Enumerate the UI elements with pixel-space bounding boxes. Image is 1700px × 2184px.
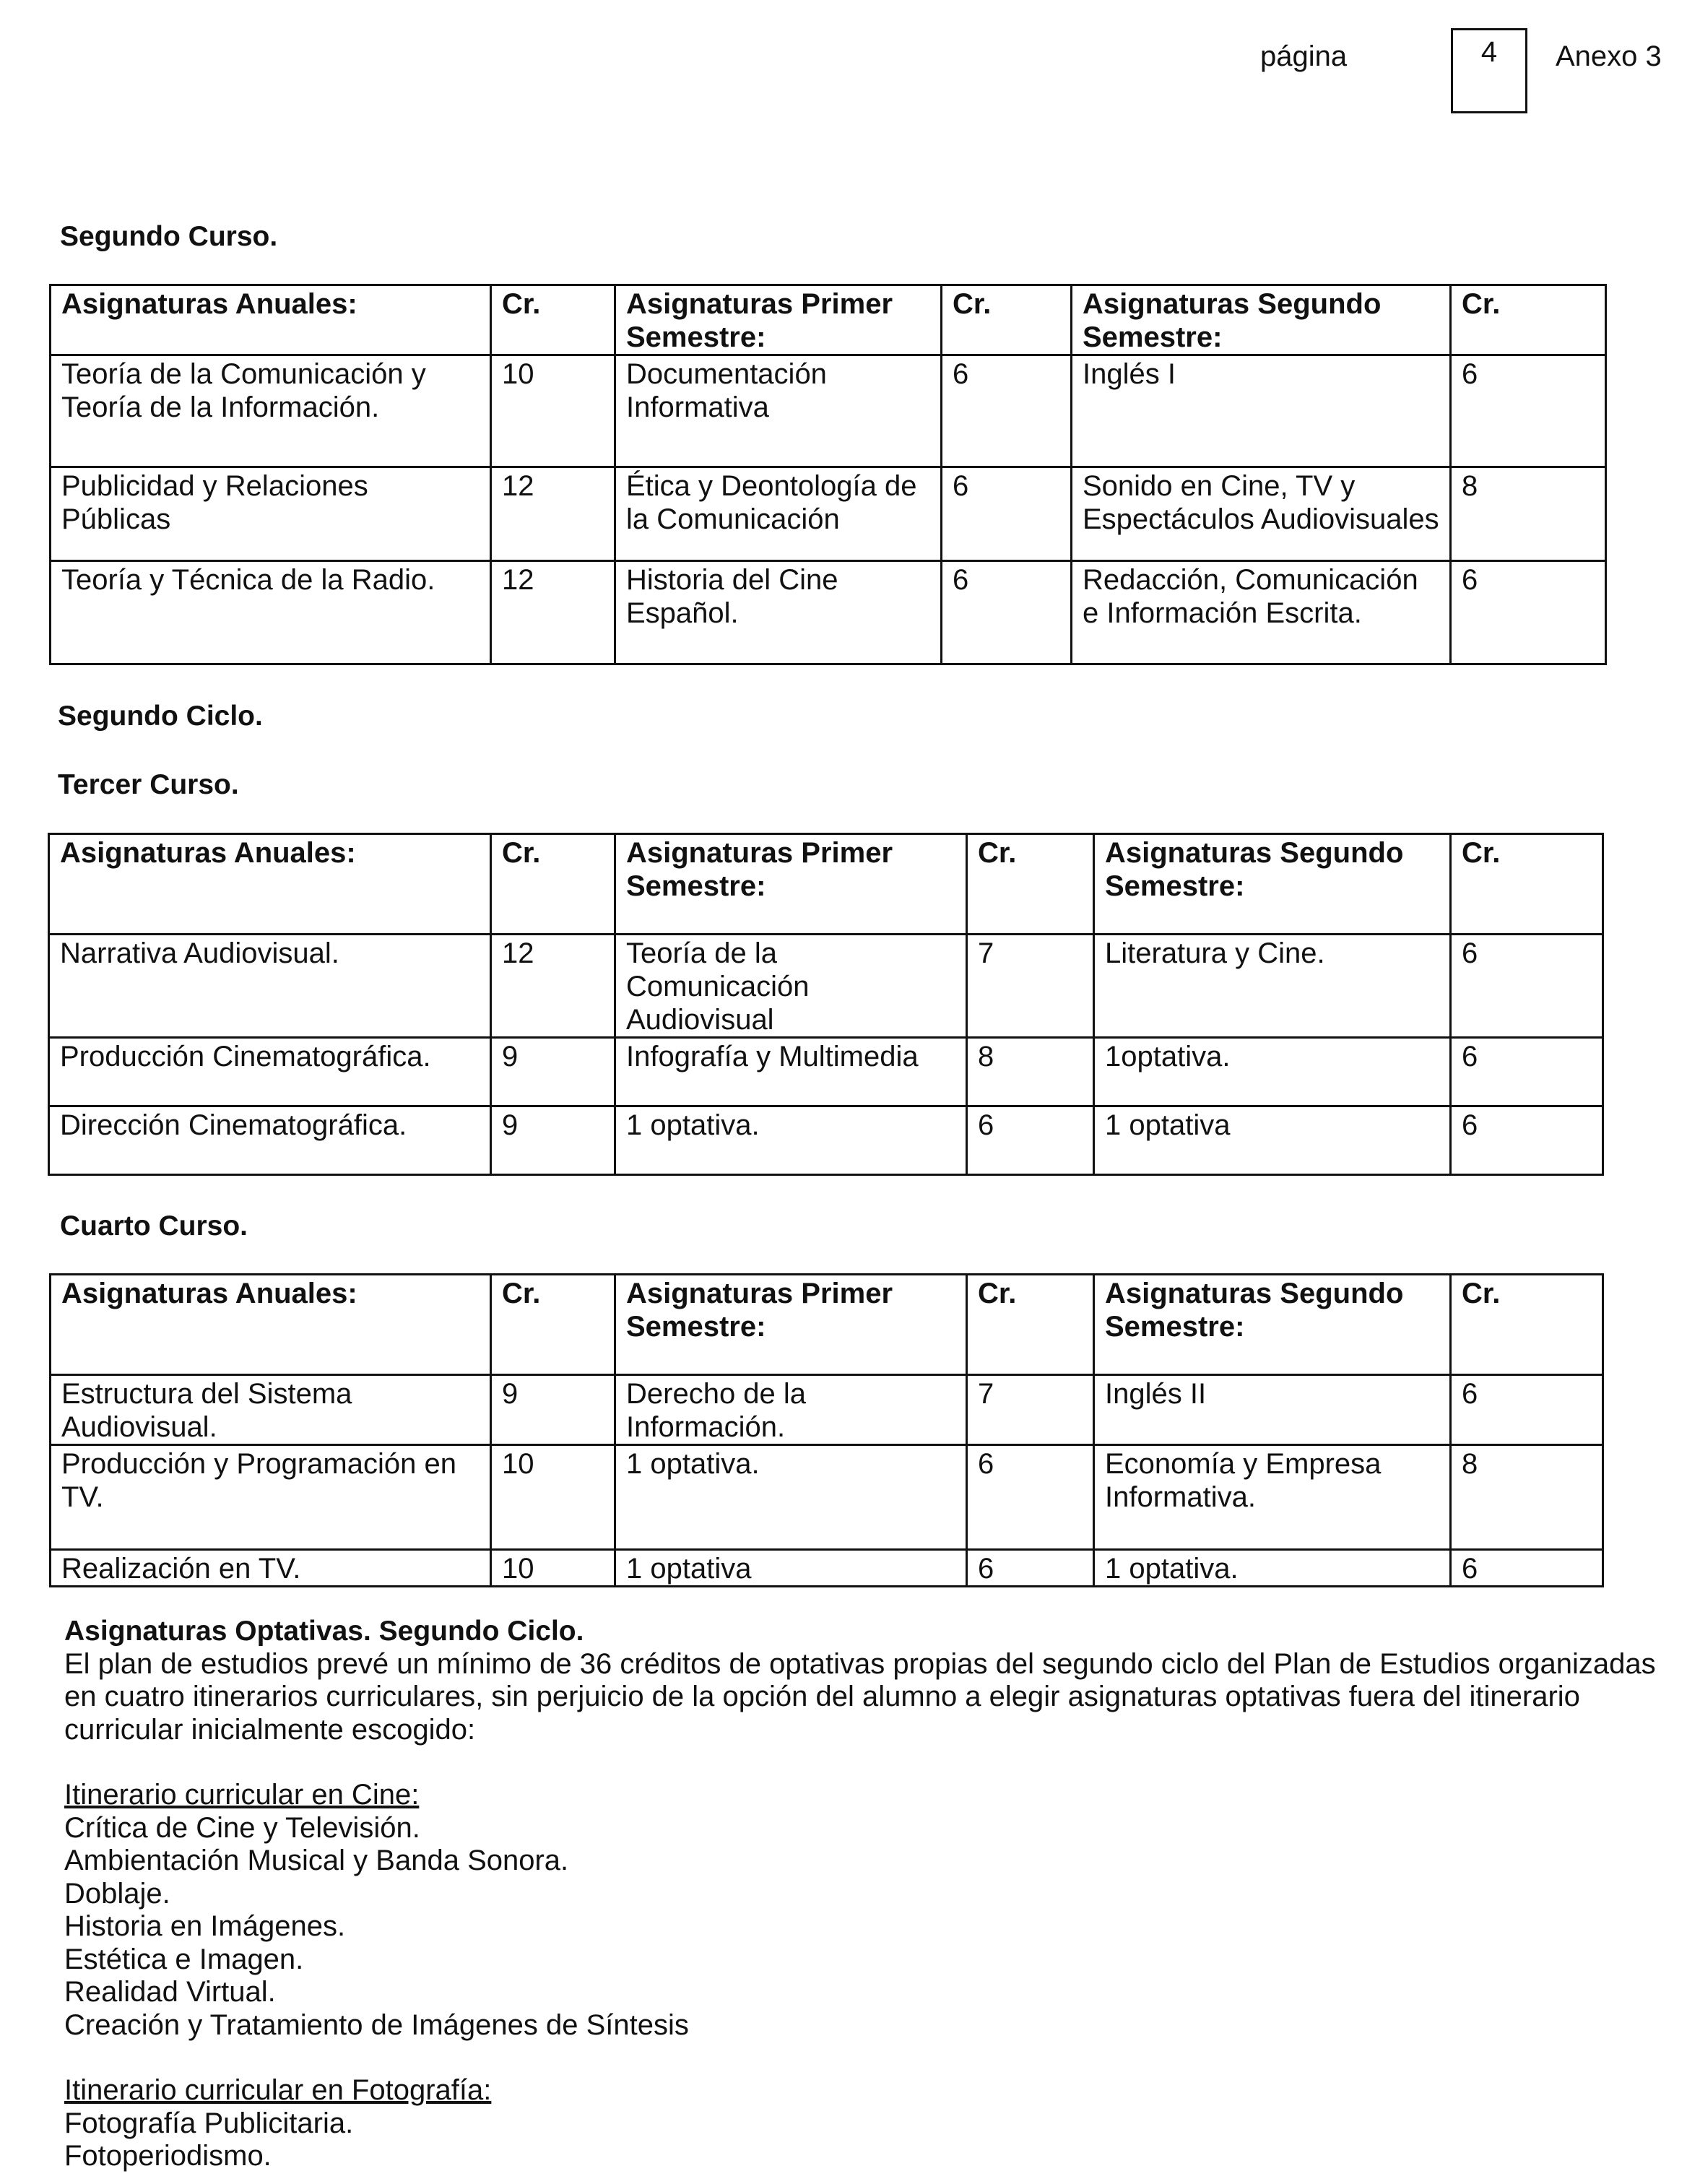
credits-cell: 6 <box>1451 1038 1603 1106</box>
table-header-row <box>51 1275 1603 1375</box>
credits-cell: 6 <box>1451 1106 1603 1175</box>
subject-cell: Documentación Informativa <box>615 355 942 467</box>
credits-cell: 9 <box>491 1375 615 1445</box>
subject-cell: Teoría de la Comunicación Audiovisual <box>615 935 967 1038</box>
subject-cell: Literatura y Cine. <box>1094 935 1451 1038</box>
list-item: Estética e Imagen. <box>64 1943 304 1975</box>
credits-cell: 6 <box>942 467 1072 561</box>
subject-cell: Ética y Deontología de la Comunicación <box>615 467 942 561</box>
credits-cell: 10 <box>491 1550 615 1587</box>
course-table-segundo-curso <box>49 284 1607 665</box>
credits-cell: 6 <box>1451 1375 1603 1445</box>
itinerary-title-fotografia: Itinerario curricular en Fotografía: <box>64 2074 492 2106</box>
table-row <box>51 355 1606 467</box>
credits-cell: 8 <box>1451 1445 1603 1550</box>
subject-cell: Teoría y Técnica de la Radio. <box>51 561 491 664</box>
credits-cell: 12 <box>491 561 615 664</box>
credits-cell: 6 <box>967 1106 1094 1175</box>
section-heading-cuarto-curso: Cuarto Curso. <box>60 1210 248 1242</box>
table-row <box>51 1375 1603 1445</box>
credits-cell: 8 <box>1451 467 1606 561</box>
course-table-tercer-curso <box>48 833 1604 1176</box>
list-item: Creación y Tratamiento de Imágenes de Síntesis <box>64 2008 689 2041</box>
course-table-cuarto-curso <box>49 1273 1604 1587</box>
page-number-box: 4 <box>1451 28 1527 113</box>
column-header: Asignaturas Primer Semestre: <box>615 285 942 355</box>
column-header: Cr. <box>967 834 1094 935</box>
credits-cell: 9 <box>491 1106 615 1175</box>
subject-cell: Infografía y Multimedia <box>615 1038 967 1106</box>
subject-cell: Inglés II <box>1094 1375 1451 1445</box>
credits-cell: 6 <box>942 561 1072 664</box>
credits-cell: 10 <box>491 355 615 467</box>
credits-cell: 6 <box>942 355 1072 467</box>
itinerary-list-cine <box>64 1812 1682 2042</box>
subject-cell: Sonido en Cine, TV y Espectáculos Audiovisuales <box>1072 467 1451 561</box>
subject-cell: Estructura del Sistema Audiovisual. <box>51 1375 491 1445</box>
section-heading-segundo-ciclo: Segundo Ciclo. <box>58 701 263 732</box>
table-row <box>49 1106 1603 1175</box>
table-row <box>51 1445 1603 1550</box>
subject-cell: Teoría de la Comunicación y Teoría de la Información. <box>51 355 491 467</box>
column-header: Cr. <box>1451 285 1606 355</box>
subject-cell: Inglés I <box>1072 355 1451 467</box>
subject-cell: Redacción, Comunicación e Información Escrita. <box>1072 561 1451 664</box>
column-header: Cr. <box>942 285 1072 355</box>
column-header: Cr. <box>491 285 615 355</box>
credits-cell: 6 <box>1451 935 1603 1038</box>
credits-cell: 8 <box>967 1038 1094 1106</box>
table-row <box>49 1038 1603 1106</box>
column-header: Cr. <box>491 1275 615 1375</box>
column-header: Asignaturas Primer Semestre: <box>615 834 967 935</box>
column-header: Asignaturas Anuales: <box>51 285 491 355</box>
list-item: Doblaje. <box>64 1877 170 1910</box>
column-header: Asignaturas Segundo Semestre: <box>1072 285 1451 355</box>
credits-cell: 7 <box>967 1375 1094 1445</box>
column-header: Cr. <box>1451 834 1603 935</box>
table-row <box>51 1550 1603 1587</box>
list-item: Realidad Virtual. <box>64 1976 276 2008</box>
credits-cell: 6 <box>1451 561 1606 664</box>
credits-cell: 12 <box>491 467 615 561</box>
subject-cell: 1optativa. <box>1094 1038 1451 1106</box>
subject-cell: Historia del Cine Español. <box>615 561 942 664</box>
table-row <box>51 561 1606 664</box>
subject-cell: Narrativa Audiovisual. <box>49 935 491 1038</box>
optativas-section <box>64 1615 1682 2173</box>
table-header-row <box>51 285 1606 355</box>
optativas-heading: Asignaturas Optativas. Segundo Ciclo. <box>64 1616 584 1647</box>
subject-cell: 1 optativa <box>1094 1106 1451 1175</box>
subject-cell: Producción Cinematográfica. <box>49 1038 491 1106</box>
list-item: Crítica de Cine y Televisión. <box>64 1811 420 1844</box>
column-header: Asignaturas Segundo Semestre: <box>1094 1275 1451 1375</box>
credits-cell: 9 <box>491 1038 615 1106</box>
list-item: Fotografía Publicitaria. <box>64 2107 354 2139</box>
credits-cell: 7 <box>967 935 1094 1038</box>
subject-cell: Economía y Empresa Informativa. <box>1094 1445 1451 1550</box>
column-header: Asignaturas Primer Semestre: <box>615 1275 967 1375</box>
itinerary-title-cine: Itinerario curricular en Cine: <box>64 1779 420 1811</box>
page-label: página <box>1260 40 1348 72</box>
subject-cell: 1 optativa. <box>615 1445 967 1550</box>
credits-cell: 10 <box>491 1445 615 1550</box>
list-item: Historia en Imágenes. <box>64 1910 346 1942</box>
section-heading-segundo-curso: Segundo Curso. <box>60 221 278 252</box>
credits-cell: 6 <box>967 1445 1094 1550</box>
itinerary-list-fotografia <box>64 2107 1682 2173</box>
subject-cell: Dirección Cinematográfica. <box>49 1106 491 1175</box>
subject-cell: Publicidad y Relaciones Públicas <box>51 467 491 561</box>
credits-cell: 6 <box>1451 1550 1603 1587</box>
table-header-row <box>49 834 1603 935</box>
column-header: Asignaturas Anuales: <box>49 834 491 935</box>
table-row <box>51 467 1606 561</box>
subject-cell: 1 optativa. <box>1094 1550 1451 1587</box>
column-header: Asignaturas Segundo Semestre: <box>1094 834 1451 935</box>
subject-cell: Derecho de la Información. <box>615 1375 967 1445</box>
column-header: Cr. <box>491 834 615 935</box>
column-header: Cr. <box>1451 1275 1603 1375</box>
list-item: Ambientación Musical y Banda Sonora. <box>64 1845 569 1876</box>
credits-cell: 6 <box>967 1550 1094 1587</box>
subject-cell: Producción y Programación en TV. <box>51 1445 491 1550</box>
subject-cell: Realización en TV. <box>51 1550 491 1587</box>
credits-cell: 6 <box>1451 355 1606 467</box>
subject-cell: 1 optativa <box>615 1550 967 1587</box>
column-header: Cr. <box>967 1275 1094 1375</box>
table-row <box>49 935 1603 1038</box>
optativas-intro: El plan de estudios prevé un mínimo de 36 créditos de optativas propias del segundo ciclo del Plan de Estudios organizadas en cuatro itinerarios curriculares, sin perjuicio de la opción del alumno a elegir asignaturas optativas fuera del itinerario curricular inicialmente escogido: <box>64 1647 1656 1746</box>
list-item: Fotoperiodismo. <box>64 2140 272 2172</box>
column-header: Asignaturas Anuales: <box>51 1275 491 1375</box>
subject-cell: 1 optativa. <box>615 1106 967 1175</box>
credits-cell: 12 <box>491 935 615 1038</box>
section-heading-tercer-curso: Tercer Curso. <box>58 769 239 800</box>
annex-label: Anexo 3 <box>1556 40 1662 72</box>
